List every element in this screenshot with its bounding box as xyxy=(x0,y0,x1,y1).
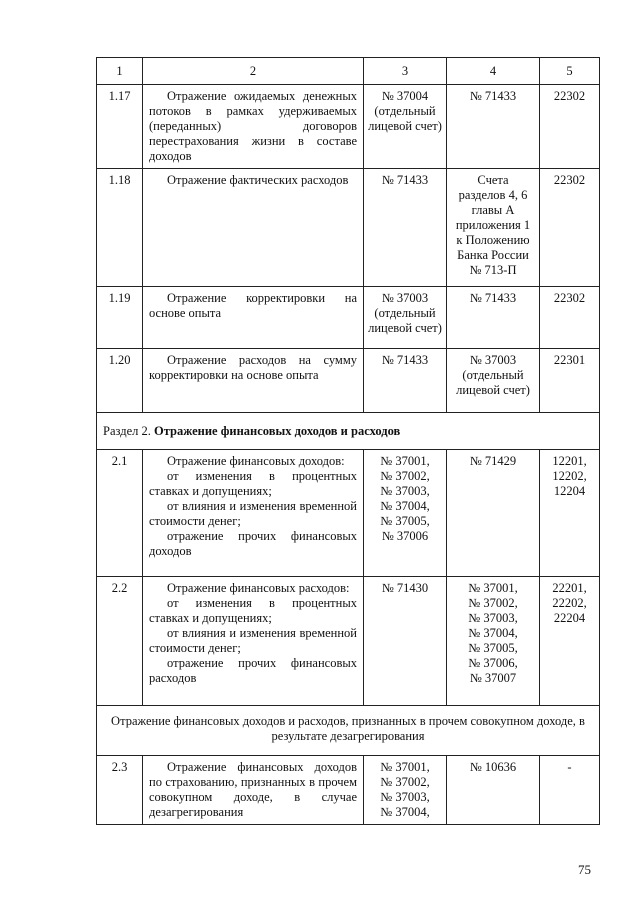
table-row xyxy=(97,169,600,287)
symbol-codes: - xyxy=(540,756,600,825)
debit-accounts: № 37003 (отдельный лицевой счет) xyxy=(364,287,447,349)
subsection-row xyxy=(97,706,600,756)
header-col-2: 2 xyxy=(143,58,364,85)
table-row xyxy=(97,577,600,706)
header-col-3: 3 xyxy=(364,58,447,85)
debit-accounts: № 37001, № 37002, № 37003, № 37004, xyxy=(364,756,447,825)
row-description: Отражение финансовых доходов: от изменения в процентных ставках и допущениях; от влияния и изменения временной стоимости денег; отражение прочих финансовых доходов xyxy=(143,450,364,577)
page-number: 75 xyxy=(578,862,591,877)
row-description: Отражение ожидаемых денежных потоков в рамках удерживаемых (переданных) договоров перестрахования жизни в составе доходов xyxy=(143,85,364,169)
table-row xyxy=(97,756,600,825)
row-description: Отражение корректировки на основе опыта xyxy=(143,287,364,349)
credit-accounts: № 71429 xyxy=(447,450,540,577)
credit-accounts: № 71433 xyxy=(447,85,540,169)
symbol-codes: 22201, 22202, 22204 xyxy=(540,577,600,706)
debit-accounts: № 71433 xyxy=(364,349,447,413)
credit-accounts: № 10636 xyxy=(447,756,540,825)
row-number: 2.3 xyxy=(97,756,143,825)
credit-accounts: № 37003 (отдельный лицевой счет) xyxy=(447,349,540,413)
row-number: 1.20 xyxy=(97,349,143,413)
debit-accounts: № 71433 xyxy=(364,169,447,287)
symbol-codes: 22302 xyxy=(540,169,600,287)
credit-accounts: № 71433 xyxy=(447,287,540,349)
row-description: Отражение финансовых расходов: от изменения в процентных ставках и допущениях; от влияния и изменения временной стоимости денег; отражение прочих финансовых расходов xyxy=(143,577,364,706)
table-row xyxy=(97,349,600,413)
table-row xyxy=(97,287,600,349)
symbol-codes: 22302 xyxy=(540,287,600,349)
symbol-codes: 22302 xyxy=(540,85,600,169)
symbol-codes: 22301 xyxy=(540,349,600,413)
row-description: Отражение расходов на сумму корректировки на основе опыта xyxy=(143,349,364,413)
debit-accounts: № 71430 xyxy=(364,577,447,706)
row-description: Отражение фактических расходов xyxy=(143,169,364,287)
table-row xyxy=(97,85,600,169)
row-number: 1.17 xyxy=(97,85,143,169)
credit-accounts: № 37001, № 37002, № 37003, № 37004, № 37005, № 37006, № 37007 xyxy=(447,577,540,706)
table-row xyxy=(97,450,600,577)
header-col-5: 5 xyxy=(540,58,600,85)
debit-accounts: № 37001, № 37002, № 37003, № 37004, № 37005, № 37006 xyxy=(364,450,447,577)
row-number: 2.2 xyxy=(97,577,143,706)
header-col-1: 1 xyxy=(97,58,143,85)
row-number: 2.1 xyxy=(97,450,143,577)
row-description: Отражение финансовых доходов по страхованию, признанных в прочем совокупном доходе, в случае дезагрегирования xyxy=(143,756,364,825)
section-prefix: Раздел 2. xyxy=(103,423,154,438)
subsection-heading: Отражение финансовых доходов и расходов, признанных в прочем совокупном доходе, в результате дезагрегирования xyxy=(97,706,600,756)
header-col-4: 4 xyxy=(447,58,540,85)
credit-accounts: Счета разделов 4, 6 главы А приложения 1 к Положению Банка России № 713-П xyxy=(447,169,540,287)
row-number: 1.19 xyxy=(97,287,143,349)
symbol-codes: 12201, 12202, 12204 xyxy=(540,450,600,577)
debit-accounts: № 37004 (отдельный лицевой счет) xyxy=(364,85,447,169)
table-header-row xyxy=(97,58,600,85)
section-title: Отражение финансовых доходов и расходов xyxy=(153,423,401,438)
section-2-heading xyxy=(97,413,600,450)
row-number: 1.18 xyxy=(97,169,143,287)
accounting-entries-table xyxy=(96,57,600,825)
section-header-row xyxy=(97,413,600,450)
